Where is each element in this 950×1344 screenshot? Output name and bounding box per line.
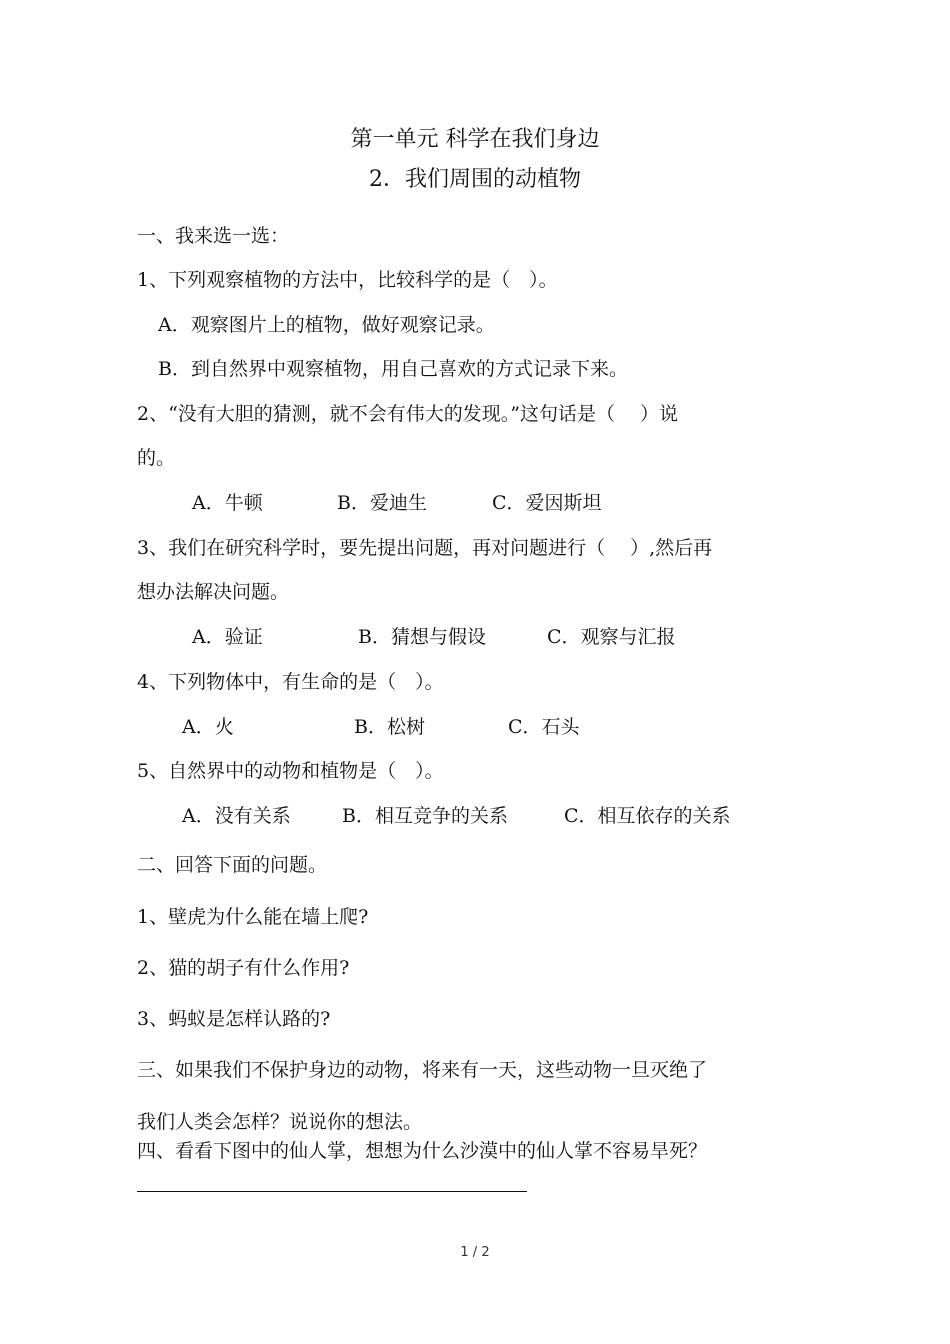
unit-title: 第一单元 科学在我们身边 [350,127,600,152]
section2-question-1: 1、壁虎为什么能在墙上爬? [137,906,369,928]
question-3-line2: 想办法解决问题。 [137,581,290,603]
lesson-title: 2．我们周围的动植物 [369,167,581,192]
question-4: 4、下列物体中，有生命的是（ ）。 [137,671,444,693]
question-1-option-a: A．观察图片上的植物，做好观察记录。 [158,314,495,336]
answer-line [137,1191,527,1192]
question-3-line1: 3、我们在研究科学时，要先提出问题，再对问题进行（ ）,然后再 [137,537,713,559]
question-2-option-a: A．牛顿 [192,492,263,514]
section2-question-2: 2、猫的胡子有什么作用? [137,957,350,979]
question-2-option-c: C．爱因斯坦 [492,492,602,514]
section3-line1: 三、如果我们不保护身边的动物，将来有一天，这些动物一旦灭绝了 [137,1059,708,1081]
question-3-option-c: C．观察与汇报 [547,626,676,648]
question-5-option-c: C．相互依存的关系 [564,805,731,827]
question-4-option-c: C．石头 [508,716,580,738]
question-5: 5、自然界中的动物和植物是（ ）。 [137,760,444,782]
question-1: 1、下列观察植物的方法中，比较科学的是（ ）。 [137,269,558,291]
question-1-option-b: B．到自然界中观察植物，用自己喜欢的方式记录下来。 [158,358,628,380]
section2-heading: 二、回答下面的问题。 [137,854,328,876]
question-2-line2: 的。 [137,447,176,469]
question-3-option-a: A．验证 [192,626,263,648]
question-5-option-b: B．相互竞争的关系 [342,805,508,827]
question-4-option-b: B．松树 [354,716,425,738]
page-number: 1 / 2 [460,1245,490,1260]
section3-line2: 我们人类会怎样？说说你的想法。 [137,1111,423,1133]
section1-heading: 一、我来选一选： [137,225,290,247]
section2-question-3: 3、蚂蚁是怎样认路的? [137,1008,331,1030]
question-2-option-b: B．爱迪生 [337,492,427,514]
section4-question: 四、看看下图中的仙人掌，想想为什么沙漠中的仙人掌不容易旱死？ [137,1140,708,1162]
question-4-option-a: A．火 [182,716,234,738]
question-3-option-b: B．猜想与假设 [358,626,486,648]
question-2-line1: 2、“没有大胆的猜测，就不会有伟大的发现。”这句话是（ ）说 [137,403,679,425]
question-5-option-a: A．没有关系 [182,805,291,827]
